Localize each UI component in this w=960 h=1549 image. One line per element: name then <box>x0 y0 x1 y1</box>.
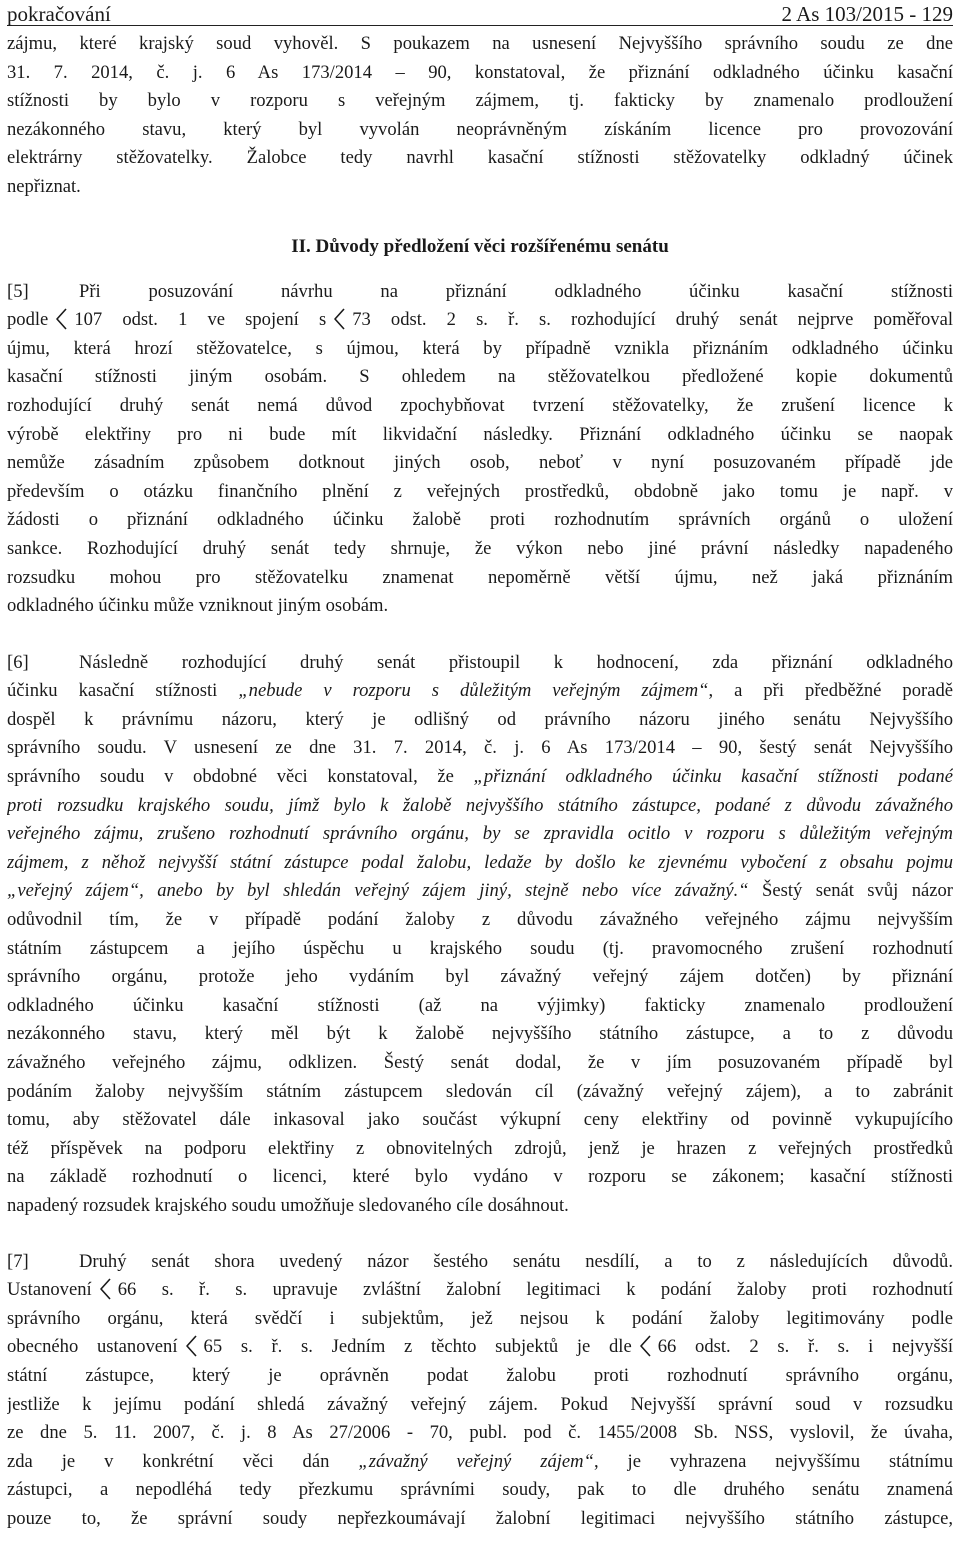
text-span: zda je v konkrétní věci dán <box>7 1450 359 1472</box>
text-line: napadený rozsudek krajského soudu umožňuje sledovaného cíle dosáhnout. <box>7 1194 569 1216</box>
text-span: účinku kasační stížnosti <box>7 680 239 702</box>
text-span: podle <box>7 309 49 331</box>
section-sign-icon <box>98 1278 112 1300</box>
text-line: újmu, která hrozí stěžovatelce, s újmou, která by případně vznikla přiznáním odkladného účinku <box>7 337 953 359</box>
text-span: Ustanovení <box>7 1279 92 1301</box>
text-span: 73 odst. 2 s. ř. s. rozhodující druhý senát nejprve poměřoval <box>352 309 953 331</box>
text-line: rozhodující druhý senát nemá důvod zpochybňovat tvrzení stěžovatelky, že zrušení licence k <box>7 394 953 416</box>
text-line <box>7 877 953 906</box>
paragraph-number: [6] <box>7 651 29 673</box>
text-line: státní zástupce, který je oprávněn podat žalobu proti rozhodnutí správního orgánu, <box>7 1364 953 1386</box>
section-sign-icon <box>184 1335 198 1357</box>
text-line: správního orgánu, protože jeho vydáním byl závažný veřejný zájem dotčen) by přiznání <box>7 966 953 988</box>
text-line: tomu, aby stěžovatel dále inkasoval jako součást výkupní ceny elektřiny od povinně vykupujícího <box>7 1109 953 1131</box>
text-line: nepřiznat. <box>7 175 81 197</box>
text-line <box>7 306 953 335</box>
text-line: především o otázku finančního plnění z veřejných prostředků, obdobně jako tomu je např. v <box>7 480 953 502</box>
section-sign-icon <box>638 1335 652 1357</box>
text-line: zájmu, které krajský soud vyhověl. S poukazem na usnesení Nejvyššího správního soudu ze dne <box>7 33 953 54</box>
text-line: jestliže k jejímu podání shledá závažný veřejný zájem. Pokud Nejvyšší správní soud v rozsudku <box>7 1393 953 1415</box>
text-span: 66 s. ř. s. upravuje zvláštní žalobní legitimaci k podání žaloby proti rozhodnutí <box>117 1279 953 1301</box>
page-header <box>7 0 953 26</box>
text-line: pouze to, že správní soudy nepřezkoumávají žalobní legitimaci nejvyššího státního zástupce, <box>7 1507 953 1529</box>
text-line <box>7 1276 953 1305</box>
text-line <box>7 763 953 792</box>
text-line: stížnosti by bylo v rozporu s veřejným zájmem, tj. fakticky by znamenalo prodloužení <box>7 90 953 112</box>
text-span: Šestý senát svůj názor <box>748 880 953 902</box>
text-line: výrobě elektřiny pro ni bude mít likvidační následky. Přiznání odkladného účinku se naopak <box>7 423 953 445</box>
text-line: odůvodnil tím, že v případě podání žaloby z důvodu závažného veřejného zájmu nejvyšším <box>7 909 953 931</box>
text-line: rozsudku mohou pro stěžovatelku znamenat nepoměrně větší újmu, než jaká přiznáním <box>7 566 953 588</box>
text-line: nezákonného stavu, který měl být k žalobě nejvyššího státního zástupce, a to z důvodu <box>7 1023 953 1045</box>
text-line <box>7 649 953 678</box>
section-sign-icon <box>54 308 68 330</box>
text-line: proti rozsudku krajského soudu, jímž bylo k žalobě nejvyššího státního zástupce, podané z důvodu závažného <box>7 794 953 816</box>
header-continuation-label: pokračování <box>7 2 111 26</box>
text-line: sankce. Rozhodující druhý senát tedy shrnuje, že výkon nebo jiné právní následky napadeného <box>7 537 953 559</box>
quote-span: „veřejný zájem“, anebo by byl shledán veřejný zájem jiný, stejně nebo více závažný.“ <box>7 880 749 902</box>
text-line <box>7 1248 953 1277</box>
quote-span: „přiznání odkladného účinku kasační stížnosti podané <box>473 766 953 788</box>
paragraph-number: [5] <box>7 280 29 302</box>
text-line <box>7 1333 953 1362</box>
text-line: zástupci, a nepodléhá tedy přezkumu správními soudy, pak to dle druhého senátu znamená <box>7 1479 953 1501</box>
text-span: Druhý senát shora uvedený názor šestého senátu nesdílí, a to z následujících důvodů. <box>79 1250 953 1272</box>
text-line: žádosti o přiznání odkladného účinku žalobě proti rozhodnutím správních orgánů o uložení <box>7 509 953 531</box>
text-line: veřejného zájmu, zrušeno rozhodnutí správního orgánu, by se zpravidla ocitlo v rozporu s důležitým veřejným <box>7 823 953 845</box>
text-line: kasační stížnosti jiným osobám. S ohledem na stěžovatelkou předložené kopie dokumentů <box>7 366 953 388</box>
text-line <box>7 677 953 706</box>
text-line: podáním žaloby nejvyšším státním zástupcem sledován cíl (závažný veřejný zájem), a to zabránit <box>7 1080 953 1102</box>
text-line: elektrárny stěžovatelky. Žalobce tedy navrhl kasační stížnosti stěžovatelky odkladný účinek <box>7 147 953 169</box>
intro-paragraph <box>7 30 953 202</box>
text-span: obecného ustanovení <box>7 1336 178 1358</box>
text-span: , je vyhrazena nejvyššímu státnímu <box>593 1450 953 1472</box>
section-heading: II. Důvody předložení věci rozšířenému senátu <box>291 235 669 257</box>
text-line: na základě rozhodnutí o licenci, které bylo vydáno v rozporu se zákonem; kasační stížnosti <box>7 1166 953 1188</box>
text-line: dospěl k právnímu názoru, který je odlišný od právního názoru jiného senátu Nejvyššího <box>7 708 953 730</box>
text-line: správního orgánu, která svědčí i subjektům, jež nejsou k podání žaloby legitimovány podle <box>7 1307 953 1329</box>
header-case-number: 2 As 103/2015 - 129 <box>781 2 953 26</box>
text-line: správního soudu. V usnesení ze dne 31. 7. 2014, č. j. 6 As 173/2014 – 90, šestý senát Nejvyššího <box>7 737 953 759</box>
text-span: Následně rozhodující druhý senát přistoupil k hodnocení, zda přiznání odkladného <box>79 651 953 673</box>
text-line: odkladného účinku kasační stížnosti (až na výjimky) fakticky znamenalo prodloužení <box>7 994 953 1016</box>
text-span: 107 odst. 1 ve spojení s <box>74 309 327 331</box>
text-span: 66 odst. 2 s. ř. s. i nejvyšší <box>657 1336 953 1358</box>
paragraph-5 <box>7 278 953 621</box>
text-line: nemůže zásadním způsobem dotknout jiných osob, neboť v nyní posuzovaném případě jde <box>7 452 953 474</box>
quote-span: „závažný veřejný zájem“ <box>358 1450 594 1472</box>
document-page <box>7 0 953 1534</box>
paragraph-number: [7] <box>7 1250 29 1272</box>
text-line: ze dne 5. 11. 2007, č. j. 8 As 27/2006 - 70, publ. pod č. 1455/2008 Sb. NSS, vyslovil, že úvaha, <box>7 1422 953 1444</box>
text-line: odkladného účinku může vzniknout jiným osobám. <box>7 595 389 617</box>
paragraph-6 <box>7 649 953 1221</box>
text-line: nezákonného stavu, který byl vyvolán neoprávněným získáním licence pro provozování <box>7 118 953 140</box>
text-line <box>7 1448 953 1477</box>
text-line: též příspěvek na podporu elektřiny z obnovitelných zdrojů, jenž je hrazen z veřejných prostředků <box>7 1137 953 1159</box>
text-span: 65 s. ř. s. Jedním z těchto subjektů je dle <box>203 1336 632 1358</box>
text-line <box>7 278 953 307</box>
paragraph-7 <box>7 1248 953 1534</box>
section-sign-icon <box>332 308 346 330</box>
text-span: Při posuzování návrhu na přiznání odkladného účinku kasační stížnosti <box>79 280 953 302</box>
text-line: závažného veřejného zájmu, odklizen. Šestý senát dodal, že v jím posuzovaném případě byl <box>7 1052 953 1073</box>
text-line: státním zástupcem a jejího úspěchu u krajského soudu (tj. pravomocného zrušení rozhodnutí <box>7 937 953 959</box>
text-span: , a při předběžné poradě <box>708 680 953 702</box>
text-line: zájmem, z něhož nejvyšší státní zástupce podal žalobu, ledaže by došlo ke zjevnému vybočení z obsahu pojmu <box>7 851 953 873</box>
text-line: 31. 7. 2014, č. j. 6 As 173/2014 – 90, konstatoval, že přiznání odkladného účinku kasační <box>7 61 953 83</box>
text-span: správního soudu v obdobné věci konstatoval, že <box>7 766 474 788</box>
quote-span: „nebude v rozporu s důležitým veřejným zájmem“ <box>238 680 709 702</box>
